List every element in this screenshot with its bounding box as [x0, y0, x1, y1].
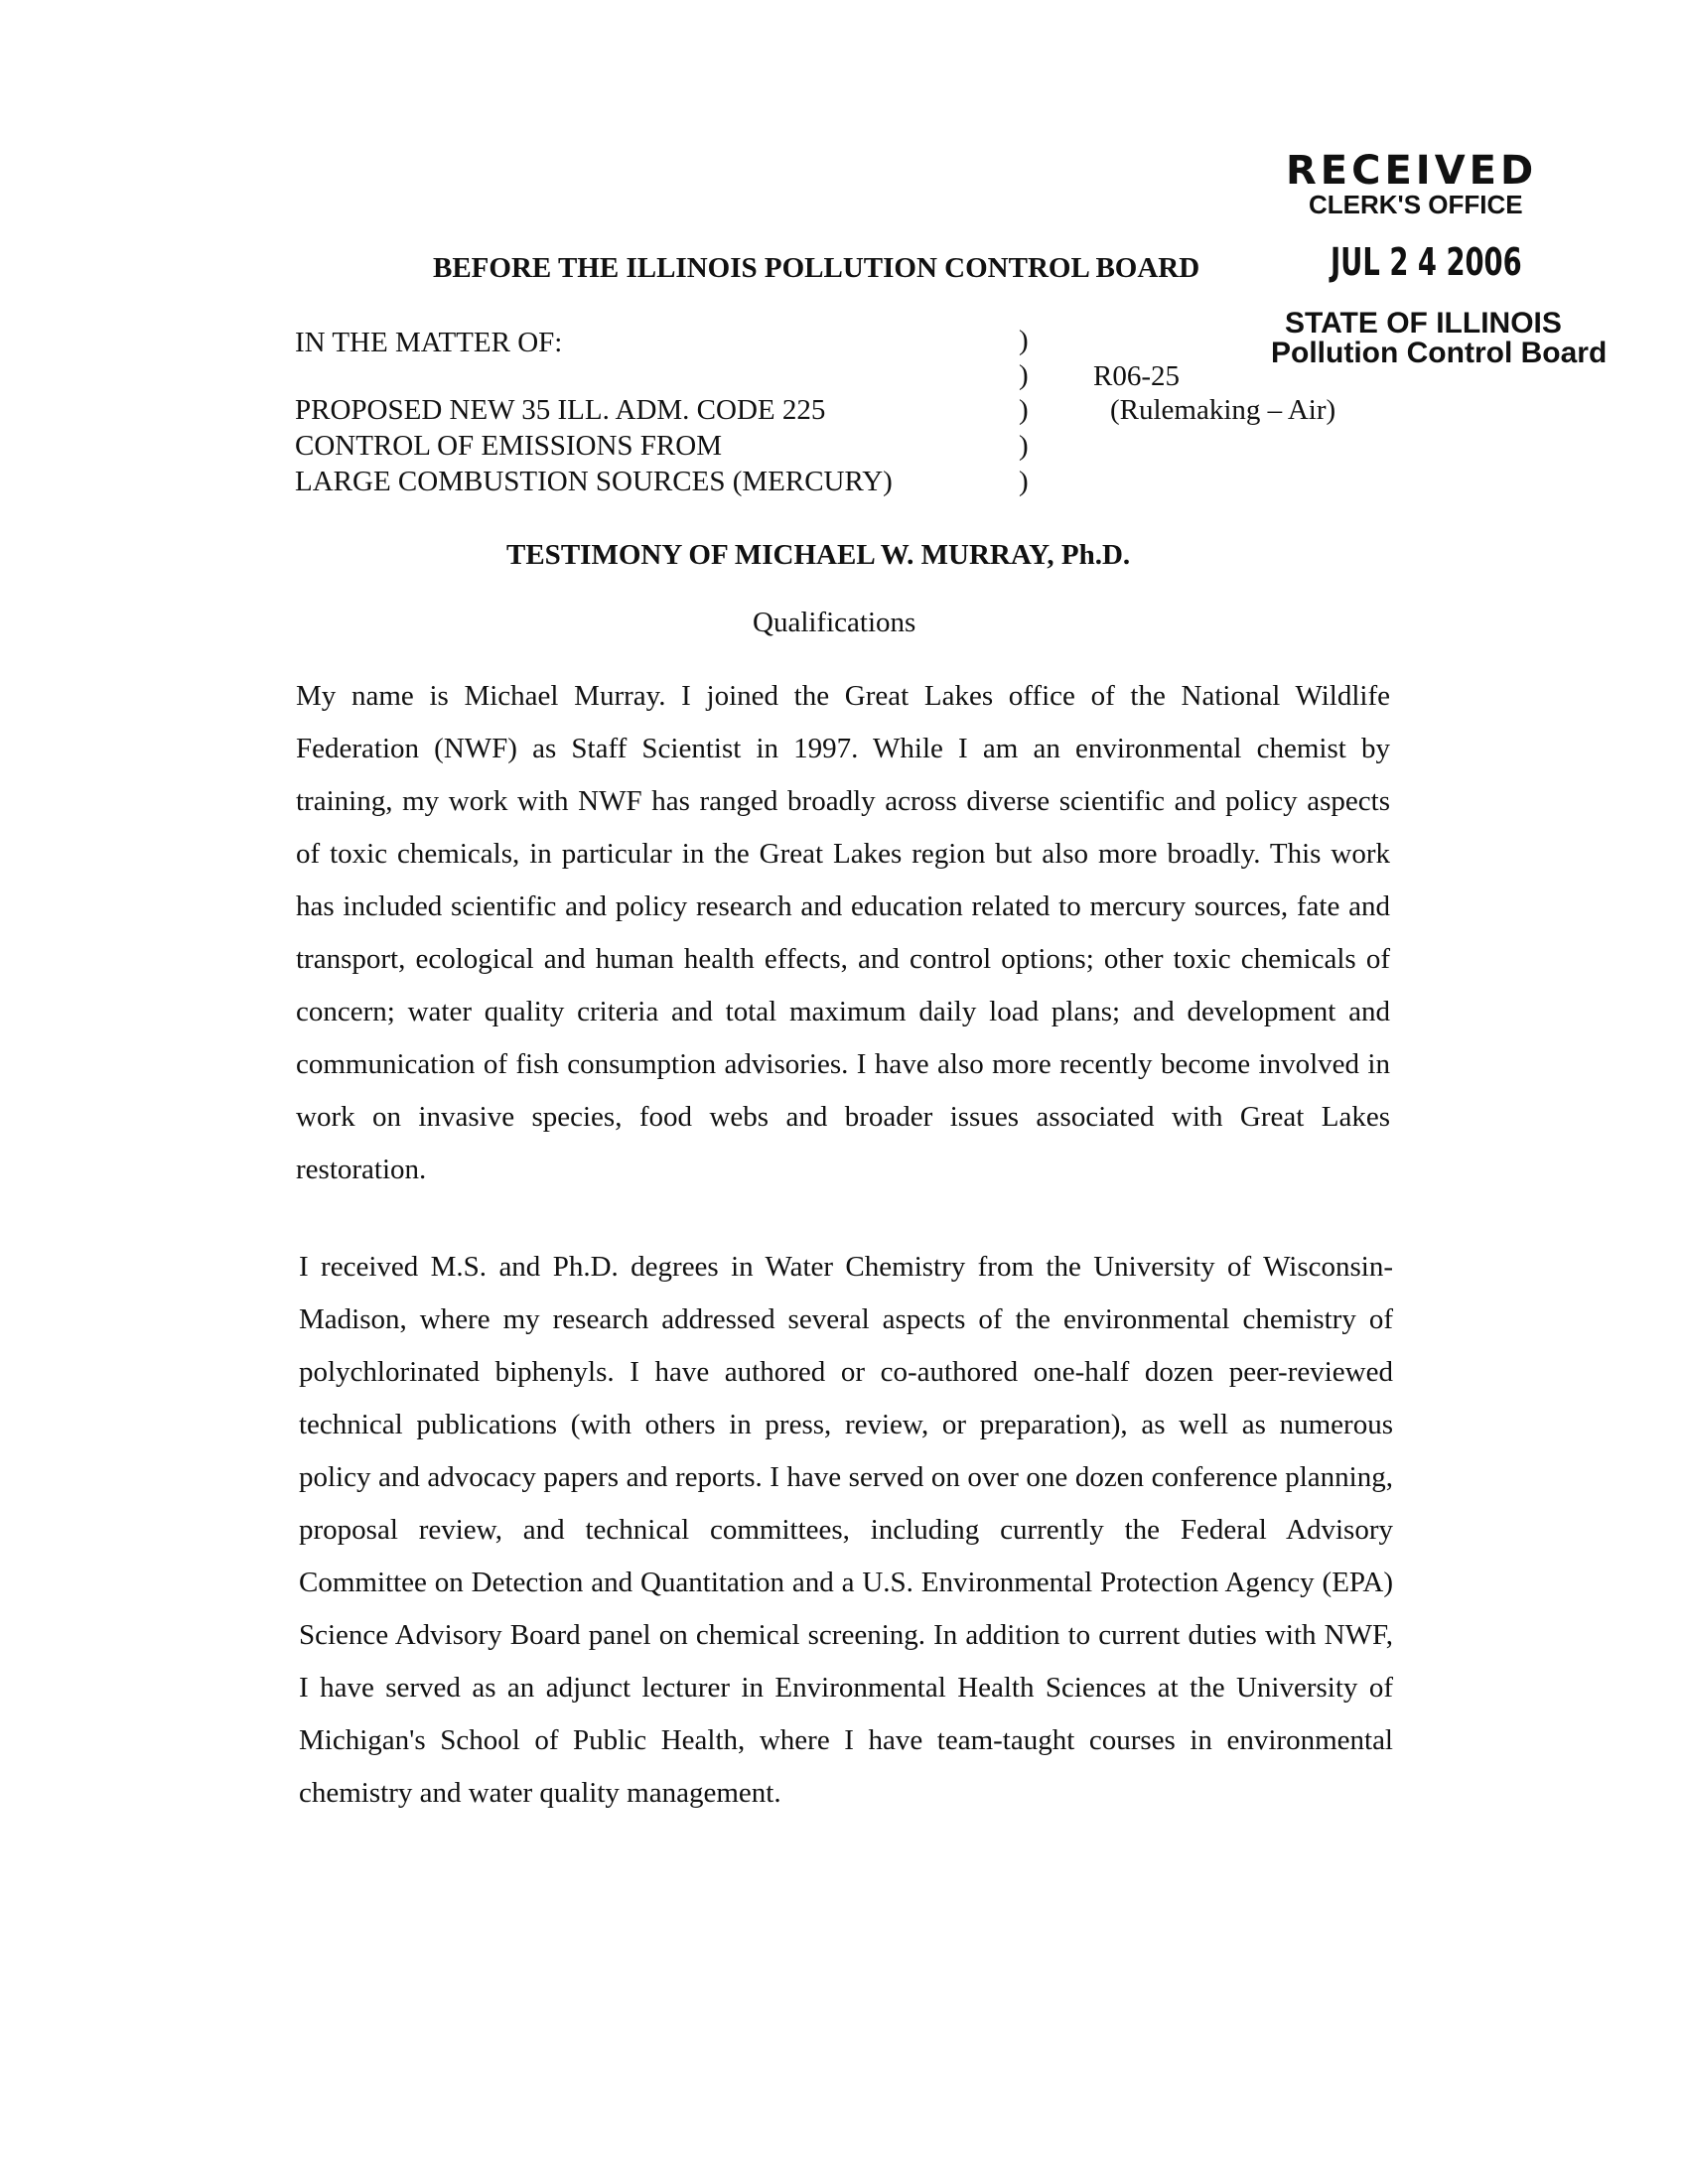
- caption-paren: ): [1019, 466, 1029, 497]
- caption-paren: ): [1019, 325, 1029, 356]
- body-paragraph: My name is Michael Murray. I joined the Great Lakes office of the National Wildlife Federation (NWF) as Staff Scientist in 1997. While I am an environmental chemist by training, my work with NWF has ranged broadly across diverse scientific and policy aspects of toxic chemicals, in particular in the Great Lakes region but also more broadly. This work has included scientific and policy research and education related to mercury sources, fate and transport, ecological and human health effects, and control options; other toxic chemicals of concern; water quality criteria and total maximum daily load plans; and development and communication of fish consumption advisories. I have also more recently become involved in work on invasive species, food webs and broader issues associated with Great Lakes restoration.: [296, 680, 1390, 1185]
- docket-type: (Rulemaking – Air): [1110, 394, 1336, 426]
- stamp-board: Pollution Control Board: [1271, 337, 1608, 369]
- stamp-state: STATE OF ILLINOIS: [1285, 307, 1562, 340]
- body-paragraph: I received M.S. and Ph.D. degrees in Water Chemistry from the University of Wisconsin-Madison, where my research addressed several aspects of the environmental chemistry of polychlorinated biphenyls. I have authored or co-authored one-half dozen peer-reviewed technical publications (with others in press, review, or preparation), as well as numerous policy and advocacy papers and reports. I have served on over one dozen conference planning, proposal review, and technical committees, including currently the Federal Advisory Committee on Detection and Quantitation and a U.S. Environmental Protection Agency (EPA) Science Advisory Board panel on chemical screening. In addition to current duties with NWF, I have served as an adjunct lecturer in Environmental Health Sciences at the University of Michigan's School of Public Health, where I have team-taught courses in environmental chemistry and water quality management.: [299, 1251, 1393, 1809]
- board-title: BEFORE THE ILLINOIS POLLUTION CONTROL BOARD: [433, 252, 1200, 284]
- section-heading: Qualifications: [753, 607, 916, 638]
- caption-paren: ): [1019, 394, 1029, 426]
- caption-combustion-sources: LARGE COMBUSTION SOURCES (MERCURY): [295, 466, 893, 497]
- docket-number: R06-25: [1093, 360, 1180, 392]
- caption-paren: ): [1019, 430, 1029, 462]
- stamp-date: JUL 2 4 2006: [1331, 240, 1522, 284]
- testimony-title: TESTIMONY OF MICHAEL W. MURRAY, Ph.D.: [506, 539, 1131, 571]
- caption-matter: IN THE MATTER OF:: [295, 327, 563, 358]
- stamp-received: RECEIVED: [1286, 148, 1538, 194]
- caption-control-emissions: CONTROL OF EMISSIONS FROM: [295, 430, 722, 462]
- caption-paren: ): [1019, 359, 1029, 391]
- caption-proposed-code: PROPOSED NEW 35 ILL. ADM. CODE 225: [295, 394, 826, 426]
- stamp-clerks-office: CLERK'S OFFICE: [1309, 190, 1523, 219]
